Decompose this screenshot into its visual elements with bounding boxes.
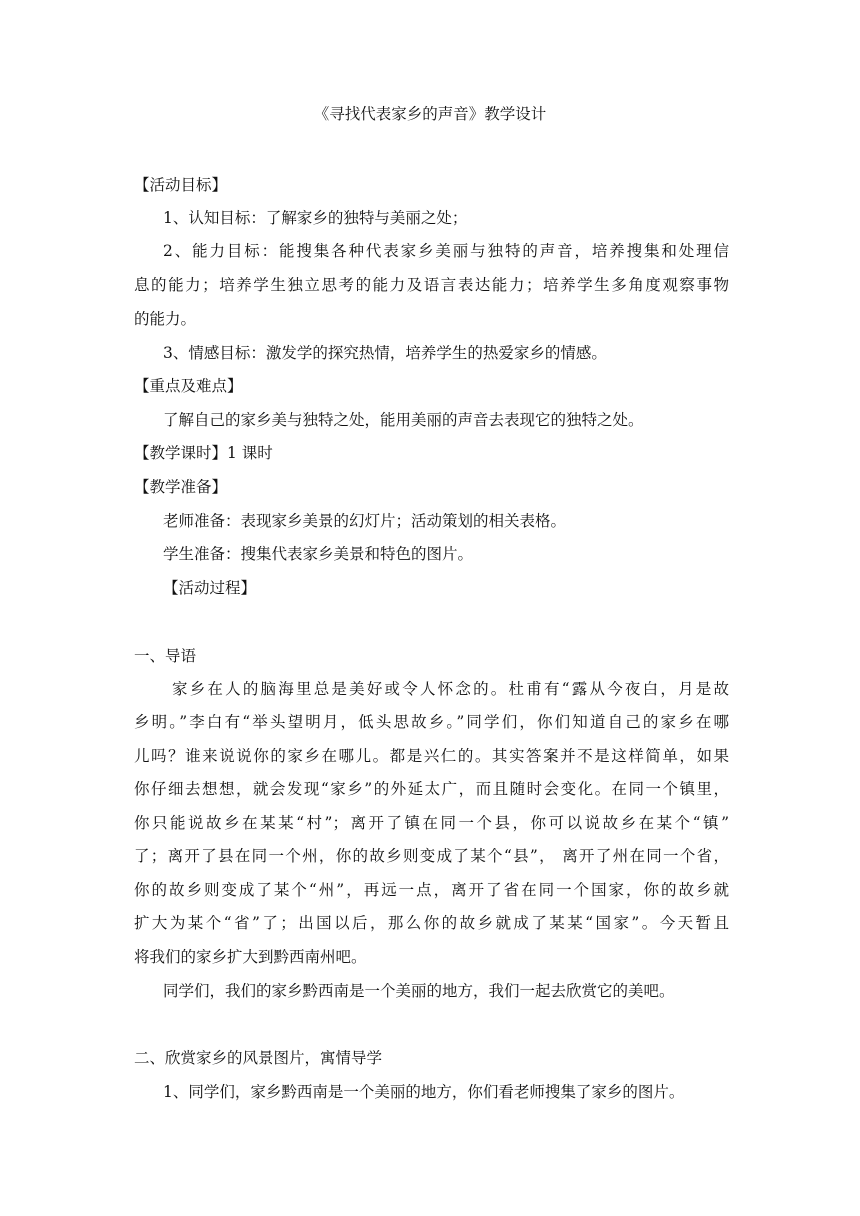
goals-heading: 【活动目标】 xyxy=(134,176,228,194)
lesson-hours: 【教学课时】1 课时 xyxy=(134,444,273,462)
intro-paragraph-line: 将我们的家乡扩大到黔西南州吧。 xyxy=(134,948,367,966)
goal-ability-line-1: 2、能力目标：能搜集各种代表家乡美丽与独特的声音，培养搜集和处理信 xyxy=(163,242,729,260)
intro-paragraph-line: 你只能说故乡在某某“村”；离开了镇在同一个县，你可以说故乡在某个“镇” xyxy=(134,814,729,832)
intro-paragraph-line: 家乡在人的脑海里总是美好或令人怀念的。杜甫有“露从今夜白，月是故 xyxy=(172,680,729,698)
document-title: 《寻找代表家乡的声音》教学设计 xyxy=(313,105,547,123)
section-1-heading: 一、导语 xyxy=(134,647,197,665)
keypoints-heading: 【重点及难点】 xyxy=(134,377,243,395)
prep-teacher: 老师准备：表现家乡美景的幻灯片；活动策划的相关表格。 xyxy=(163,512,567,530)
keypoints-text: 了解自己的家乡美与独特之处，能用美丽的声音去表现它的独特之处。 xyxy=(163,411,644,429)
prep-student: 学生准备：搜集代表家乡美景和特色的图片。 xyxy=(163,545,474,563)
intro-paragraph-2: 同学们，我们的家乡黔西南是一个美丽的地方，我们一起去欣赏它的美吧。 xyxy=(163,982,675,1000)
intro-paragraph-line: 了；离开了县在同一个州，你的故乡则变成了某个“县”， 离开了州在同一个省， xyxy=(134,847,729,865)
prep-heading: 【教学准备】 xyxy=(134,478,228,496)
intro-paragraph-line: 扩大为某个“省”了；出国以后，那么你的故乡就成了某某“国家”。今天暂且 xyxy=(134,914,729,932)
goal-ability-line-3: 的能力。 xyxy=(134,310,197,328)
intro-paragraph-line: 儿吗？谁来说说你的家乡在哪儿。都是兴仁的。其实答案并不是这样简单，如果 xyxy=(134,747,729,765)
section-2-paragraph: 1、同学们，家乡黔西南是一个美丽的地方，你们看老师搜集了家乡的图片。 xyxy=(163,1083,685,1101)
goal-ability-line-2: 息的能力；培养学生独立思考的能力及语言表达能力；培养学生多角度观察事物 xyxy=(134,276,729,294)
goal-cognitive: 1、认知目标：了解家乡的独特与美丽之处； xyxy=(163,209,468,227)
intro-paragraph-line: 你的故乡则变成了某个“州”，再远一点，离开了省在同一个国家，你的故乡就 xyxy=(134,881,729,899)
goal-emotion: 3、情感目标：激发学的探究热情，培养学生的热爱家乡的情感。 xyxy=(163,344,607,362)
intro-paragraph-line: 乡明。”李白有“举头望明月，低头思故乡。”同学们，你们知道自己的家乡在哪 xyxy=(134,713,729,731)
section-2-heading: 二、欣赏家乡的风景图片，寓情导学 xyxy=(134,1049,383,1067)
process-heading: 【活动过程】 xyxy=(163,579,257,597)
intro-paragraph-line: 你仔细去想想，就会发现“家乡”的外延太广，而且随时会变化。在同一个镇里， xyxy=(134,780,729,798)
